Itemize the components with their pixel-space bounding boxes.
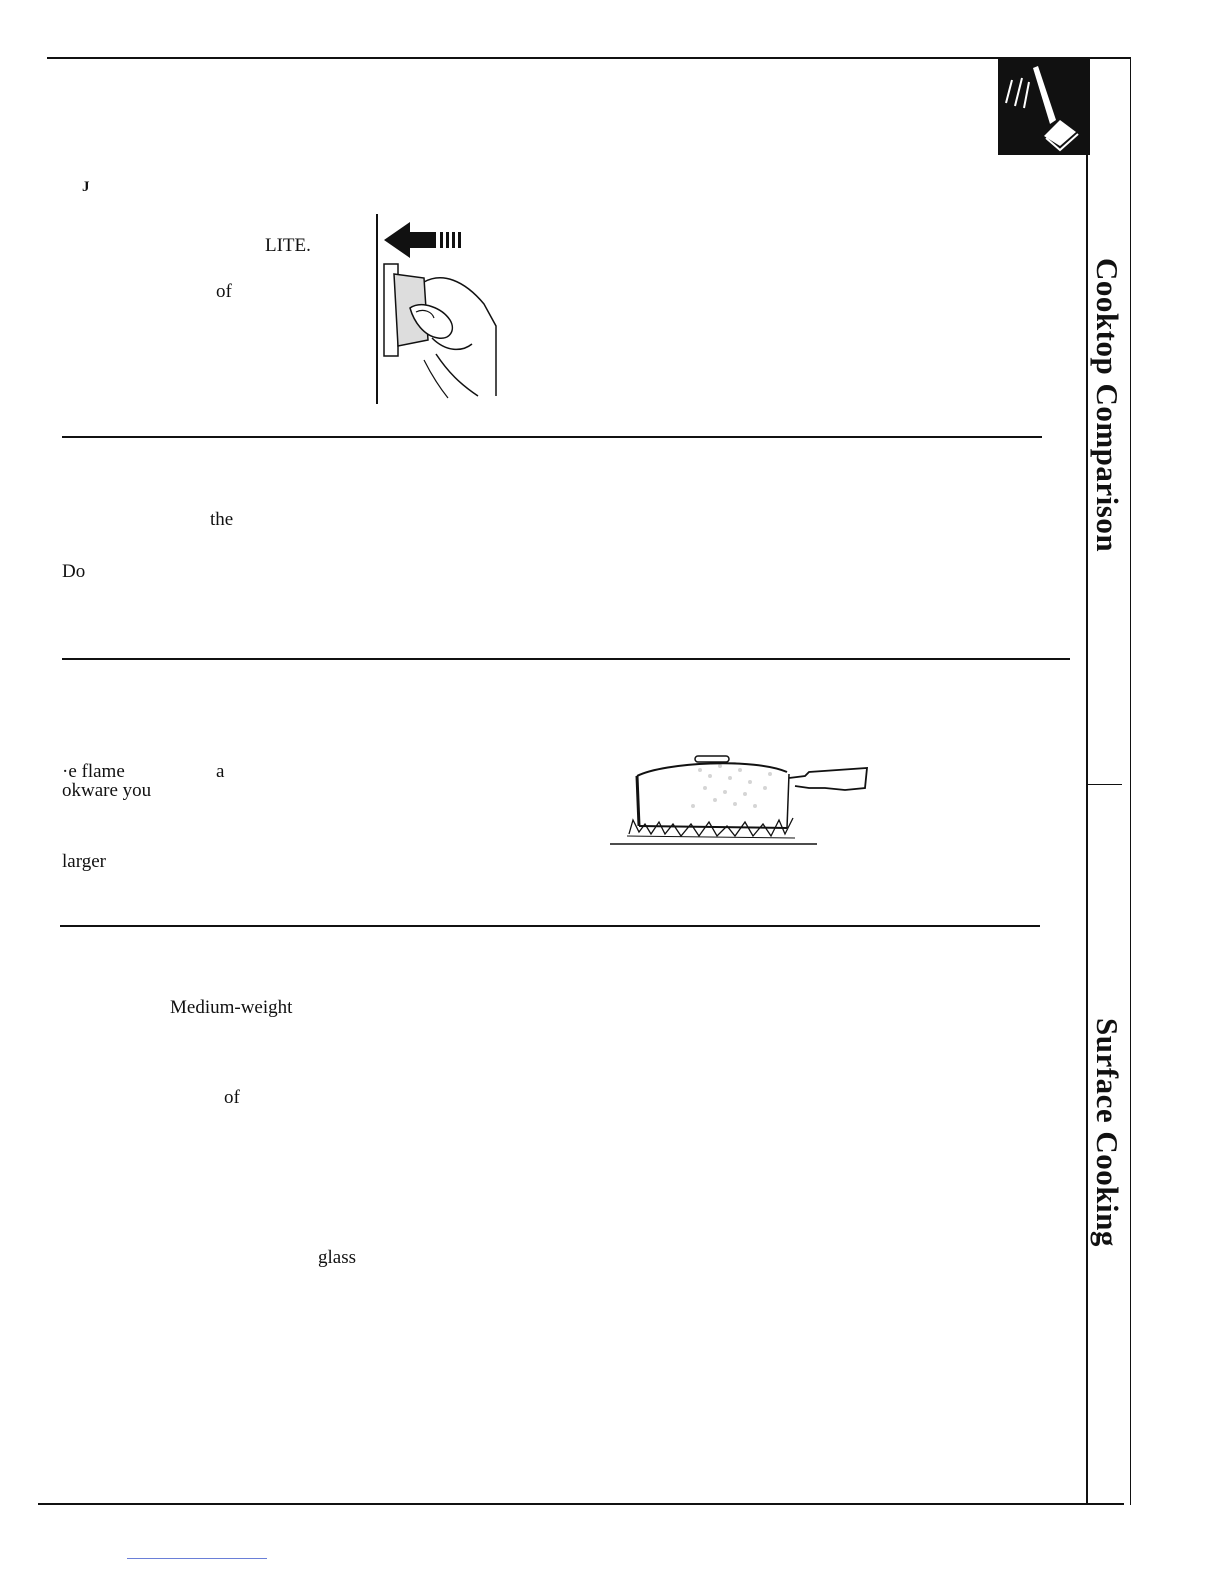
bottom-rule — [38, 1503, 1124, 1505]
text-glass: glass — [318, 1247, 356, 1268]
text-mark: J — [82, 179, 90, 195]
right-edge-line — [1130, 58, 1131, 1505]
corner-tab — [998, 58, 1090, 155]
text-of-2: of — [224, 1087, 240, 1108]
section-divider-1 — [62, 436, 1042, 438]
text-the: the — [210, 509, 234, 530]
tab-border-top — [1086, 155, 1088, 785]
tab-divider — [1086, 784, 1122, 785]
hand-pushing-knob-icon — [372, 212, 512, 406]
text-cookware: okware you — [62, 780, 152, 801]
text-flame: ·e flame — [62, 761, 125, 782]
top-rule — [47, 57, 1131, 59]
text-of-1: of — [216, 281, 232, 302]
tab-surface-cooking[interactable]: Surface Cooking — [1090, 1018, 1125, 1247]
tab-border-bottom — [1086, 785, 1088, 1505]
pan-on-burner-flame-icon — [605, 748, 875, 848]
section-divider-3 — [60, 925, 1040, 927]
section-divider-2 — [62, 658, 1070, 660]
bottom-link-underline — [127, 1558, 267, 1559]
text-medium-weight: Medium-weight — [170, 997, 293, 1018]
hand-pressing-button-icon — [998, 58, 1090, 155]
text-larger: larger — [62, 851, 106, 872]
text-do: Do — [62, 561, 86, 582]
arrow-left-icon — [384, 222, 461, 258]
text-lite: LITE. — [265, 235, 311, 256]
tab-cooktop-comparison[interactable]: Cooktop Comparison — [1090, 258, 1125, 553]
text-a: a — [216, 761, 225, 782]
